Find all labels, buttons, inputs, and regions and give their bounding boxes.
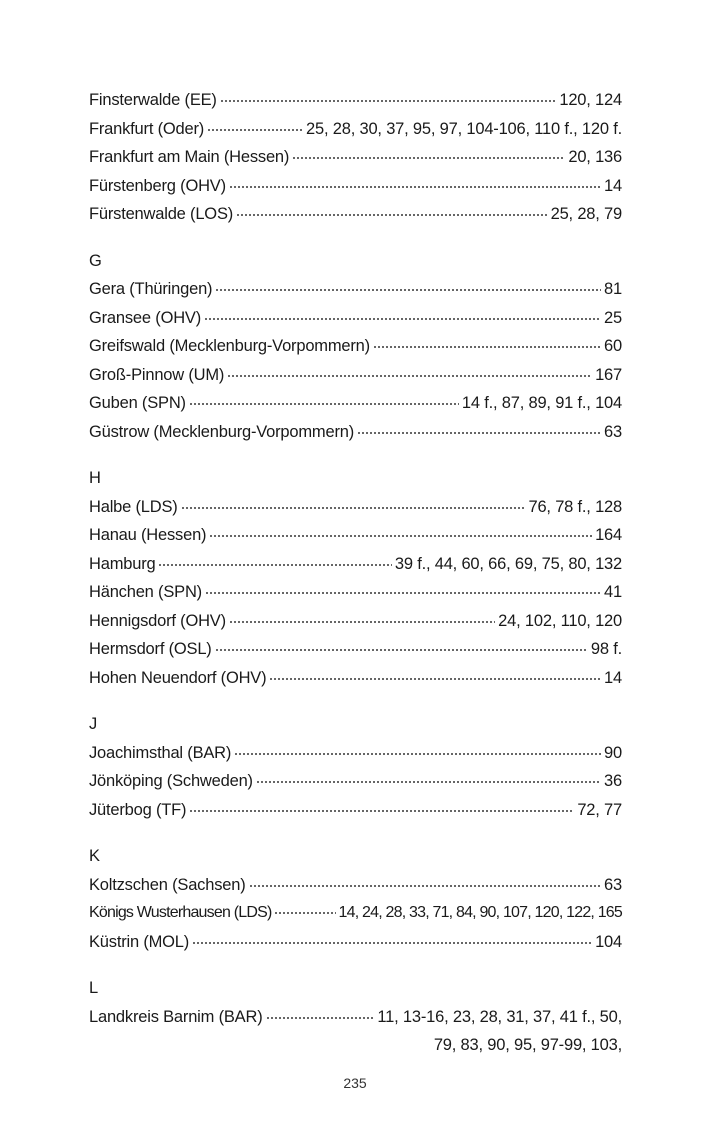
entry-pages: 63 xyxy=(604,875,622,894)
entry-pages: 25, 28, 30, 37, 95, 97, 104-106, 110 f., 120 f. xyxy=(306,119,622,138)
index-entry xyxy=(89,493,622,522)
entry-pages-continuation: 79, 83, 90, 95, 97-99, 103, xyxy=(433,1036,622,1054)
index-section-h xyxy=(89,464,622,692)
dot-leader xyxy=(292,157,565,159)
entry-term: Hanau (Hessen) xyxy=(89,526,207,544)
dot-leader xyxy=(274,912,335,914)
entry-pages: 81 xyxy=(604,280,622,298)
entry-term: Hermsdorf (OSL) xyxy=(89,640,212,658)
entry-pages: 60 xyxy=(604,337,622,355)
dot-leader xyxy=(207,129,303,131)
entry-term: Frankfurt (Oder) xyxy=(89,119,205,138)
entry-term: Landkreis Barnim (BAR) xyxy=(89,1007,263,1026)
index-entry xyxy=(89,796,622,825)
index-entry xyxy=(89,389,622,418)
index-section-l xyxy=(89,974,622,1060)
dot-leader xyxy=(220,100,557,102)
dot-leader xyxy=(249,885,602,887)
index-entry xyxy=(89,1003,622,1032)
entry-term: Frankfurt am Main (Hessen) xyxy=(89,148,290,166)
section-letter: K xyxy=(89,847,101,865)
index-entry xyxy=(89,607,622,636)
entry-term: Finsterwalde (EE) xyxy=(89,91,217,109)
index-entry xyxy=(89,332,622,361)
entry-pages: 90 xyxy=(604,743,622,762)
dot-leader xyxy=(357,432,601,434)
entry-term: Gera (Thüringen) xyxy=(89,280,213,298)
entry-pages: 63 xyxy=(604,422,622,441)
entry-term: Königs Wusterhausen (LDS) xyxy=(89,904,272,921)
index-page xyxy=(89,86,622,1060)
dot-leader xyxy=(373,346,601,348)
index-entry xyxy=(89,143,622,172)
entry-term: Halbe (LDS) xyxy=(89,497,178,516)
entry-pages: 14 f., 87, 89, 91 f., 104 xyxy=(461,394,622,412)
entry-term: Hennigsdorf (OHV) xyxy=(89,611,226,630)
entry-pages: 120, 124 xyxy=(559,91,622,109)
index-entry xyxy=(89,635,622,664)
dot-leader xyxy=(229,621,495,623)
entry-pages: 104 xyxy=(595,932,622,951)
index-section-g xyxy=(89,247,622,447)
entry-pages: 164 xyxy=(595,526,622,544)
entry-term: Hamburg xyxy=(89,554,156,573)
entry-term: Fürstenberg (OHV) xyxy=(89,176,226,195)
index-entry xyxy=(89,739,622,768)
index-entry xyxy=(89,172,622,201)
entry-pages: 24, 102, 110, 120 xyxy=(498,611,622,630)
index-entry xyxy=(89,304,622,333)
entry-pages: 25 xyxy=(604,308,622,327)
entry-term: Gransee (OHV) xyxy=(89,308,202,327)
entry-pages: 39 f., 44, 60, 66, 69, 75, 80, 132 xyxy=(394,554,622,573)
entry-term: Hohen Neuendorf (OHV) xyxy=(89,668,267,687)
index-entry xyxy=(89,928,622,957)
entry-pages: 72, 77 xyxy=(577,800,622,819)
entry-pages: 36 xyxy=(604,772,622,790)
entry-term: Küstrin (MOL) xyxy=(89,932,190,951)
entry-pages: 11, 13-16, 23, 28, 31, 37, 41 f., 50, xyxy=(377,1007,622,1026)
entry-term: Greifswald (Mecklenburg-Vorpommern) xyxy=(89,337,370,355)
entry-pages: 41 xyxy=(604,583,622,601)
entry-pages: 14, 24, 28, 33, 71, 84, 90, 107, 120, 122, 165 xyxy=(338,904,622,921)
index-entry xyxy=(89,550,622,579)
index-entry xyxy=(89,899,622,928)
index-entry xyxy=(89,767,622,796)
entry-term: Hänchen (SPN) xyxy=(89,583,202,601)
index-entry xyxy=(89,418,622,447)
entry-term: Guben (SPN) xyxy=(89,394,186,412)
dot-leader xyxy=(256,781,601,783)
index-entry xyxy=(89,200,622,229)
index-entry xyxy=(89,664,622,693)
dot-leader xyxy=(204,318,601,320)
entry-pages: 76, 78 f., 128 xyxy=(528,497,622,516)
dot-leader xyxy=(205,592,601,594)
dot-leader xyxy=(192,942,592,944)
index-section-f xyxy=(89,86,622,229)
index-section-j xyxy=(89,710,622,824)
entry-pages: 167 xyxy=(595,365,622,384)
index-entry xyxy=(89,871,622,900)
dot-leader xyxy=(215,289,601,291)
dot-leader xyxy=(189,403,459,405)
dot-leader xyxy=(215,649,588,651)
section-letter: L xyxy=(89,979,99,997)
dot-leader xyxy=(181,507,526,509)
index-section-k xyxy=(89,842,622,956)
entry-term: Güstrow (Mecklenburg-Vorpommern) xyxy=(89,422,355,441)
section-letter: G xyxy=(89,251,102,270)
entry-term: Jönköping (Schweden) xyxy=(89,772,253,790)
section-letter: H xyxy=(89,469,101,487)
dot-leader xyxy=(227,375,592,377)
entry-pages: 98 f. xyxy=(590,640,622,658)
page-number: 235 xyxy=(343,1075,367,1091)
entry-term: Koltzschen (Sachsen) xyxy=(89,875,246,894)
dot-leader xyxy=(236,214,548,216)
entry-term: Jüterbog (TF) xyxy=(89,800,187,819)
entry-pages: 14 xyxy=(604,668,622,687)
entry-pages: 25, 28, 79 xyxy=(550,205,622,223)
index-entry xyxy=(89,86,622,115)
entry-term: Joachimsthal (BAR) xyxy=(89,743,232,762)
dot-leader xyxy=(266,1017,375,1019)
index-entry xyxy=(89,361,622,390)
index-entry xyxy=(89,115,622,144)
dot-leader xyxy=(234,753,601,755)
dot-leader xyxy=(158,564,391,566)
index-entry xyxy=(89,578,622,607)
index-entry xyxy=(89,521,622,550)
entry-pages: 20, 136 xyxy=(568,148,622,166)
dot-leader xyxy=(189,810,574,812)
entry-term: Groß-Pinnow (UM) xyxy=(89,365,225,384)
entry-pages: 14 xyxy=(604,176,622,195)
section-letter: J xyxy=(89,715,98,733)
dot-leader xyxy=(229,186,601,188)
dot-leader xyxy=(269,678,601,680)
entry-term: Fürstenwalde (LOS) xyxy=(89,205,234,223)
index-entry xyxy=(89,275,622,304)
dot-leader xyxy=(209,535,592,537)
